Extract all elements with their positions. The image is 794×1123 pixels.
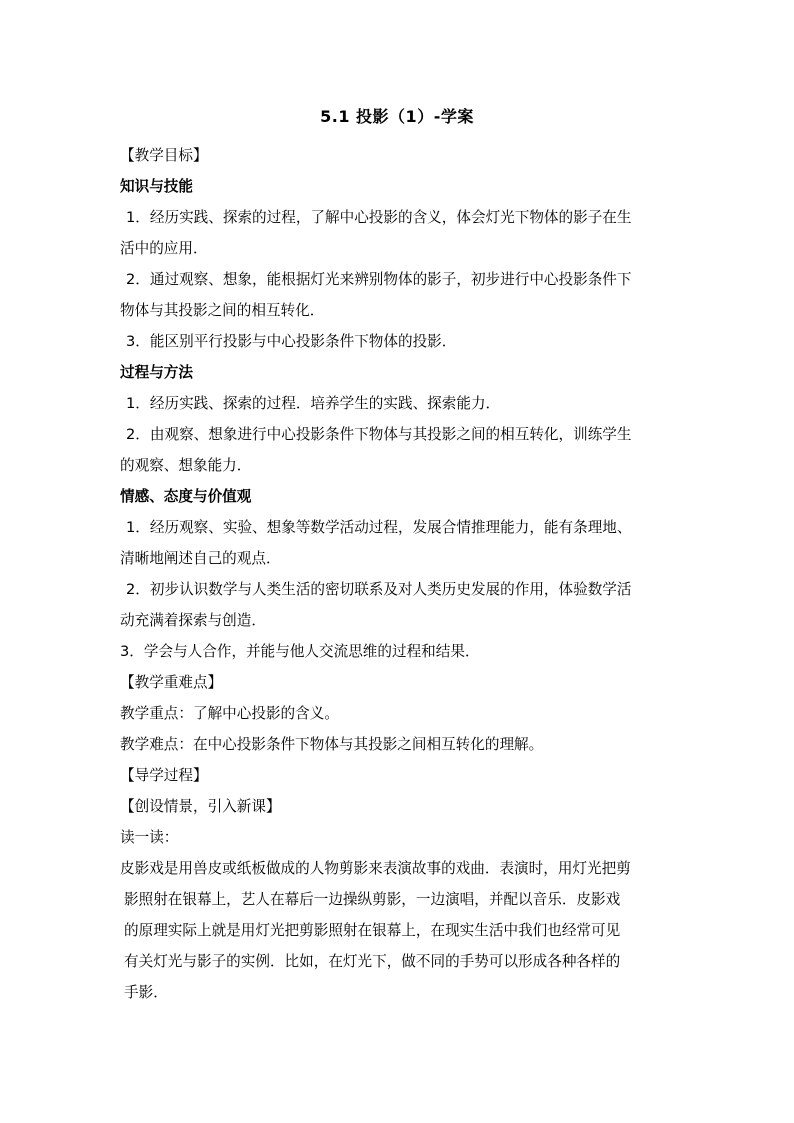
paragraph-line: 有关灯光与影子的实例．比如，在灯光下，做不同的手势可以形成各种各样的 xyxy=(124,953,621,970)
paragraph-line: 物体与其投影之间的相互转化． xyxy=(120,302,325,319)
paragraph-line: 1．经历实践、探索的过程，了解中心投影的含义，体会灯光下物体的影子在生 xyxy=(126,209,632,226)
paragraph-line: 教学重点：了解中心投影的含义。 xyxy=(120,705,339,722)
paragraph-line: 动充满着探索与创造． xyxy=(120,612,266,629)
paragraph-line: 2．初步认识数学与人类生活的密切联系及对人类历史发展的作用，体验数学活 xyxy=(126,581,632,598)
paragraph-line: 手影． xyxy=(124,984,168,1001)
document-body xyxy=(120,140,680,1008)
paragraph-line: 1．经历观察、实验、想象等数学活动过程，发展合情推理能力，能有条理地、 xyxy=(126,519,632,536)
paragraph-line: 读一读： xyxy=(120,829,179,846)
section-heading-objectives: 【教学目标】 xyxy=(120,147,208,164)
document-title: 5.1 投影（1）-学案 xyxy=(320,107,474,126)
paragraph-line: 2．通过观察、想象，能根据灯光来辨别物体的影子，初步进行中心投影条件下 xyxy=(126,271,632,288)
section-heading-process: 【导学过程】 xyxy=(120,767,208,784)
subheading-knowledge-skills: 知识与技能 xyxy=(120,178,193,195)
section-heading-scenario: 【创设情景，引入新课】 xyxy=(120,798,281,815)
paragraph-line: 2．由观察、想象进行中心投影条件下物体与其投影之间的相互转化，训练学生 xyxy=(126,426,632,443)
paragraph-line: 3．能区别平行投影与中心投影条件下物体的投影． xyxy=(126,333,457,350)
paragraph-line: 1．经历实践、探索的过程．培养学生的实践、探索能力． xyxy=(126,395,501,412)
subheading-emotion-values: 情感、态度与价值观 xyxy=(120,488,252,505)
paragraph-line: 活中的应用． xyxy=(120,240,208,257)
paragraph-line: 的原理实际上就是用灯光把剪影照射在银幕上，在现实生活中我们也经常可见 xyxy=(124,922,621,939)
paragraph-line: 影照射在银幕上，艺人在幕后一边操纵剪影，一边演唱，并配以音乐．皮影戏 xyxy=(124,891,621,908)
paragraph-line: 皮影戏是用兽皮或纸板做成的人物剪影来表演故事的戏曲．表演时，用灯光把剪 xyxy=(120,860,631,877)
paragraph-line: 的观察、想象能力． xyxy=(120,457,252,474)
subheading-process-methods: 过程与方法 xyxy=(120,364,193,381)
section-heading-key-points: 【教学重难点】 xyxy=(120,674,223,691)
paragraph-line: 教学难点：在中心投影条件下物体与其投影之间相互转化的理解。 xyxy=(120,736,544,753)
paragraph-line: 3．学会与人合作，并能与他人交流思维的过程和结果． xyxy=(120,643,480,660)
paragraph-line: 清晰地阐述自己的观点． xyxy=(120,550,281,567)
